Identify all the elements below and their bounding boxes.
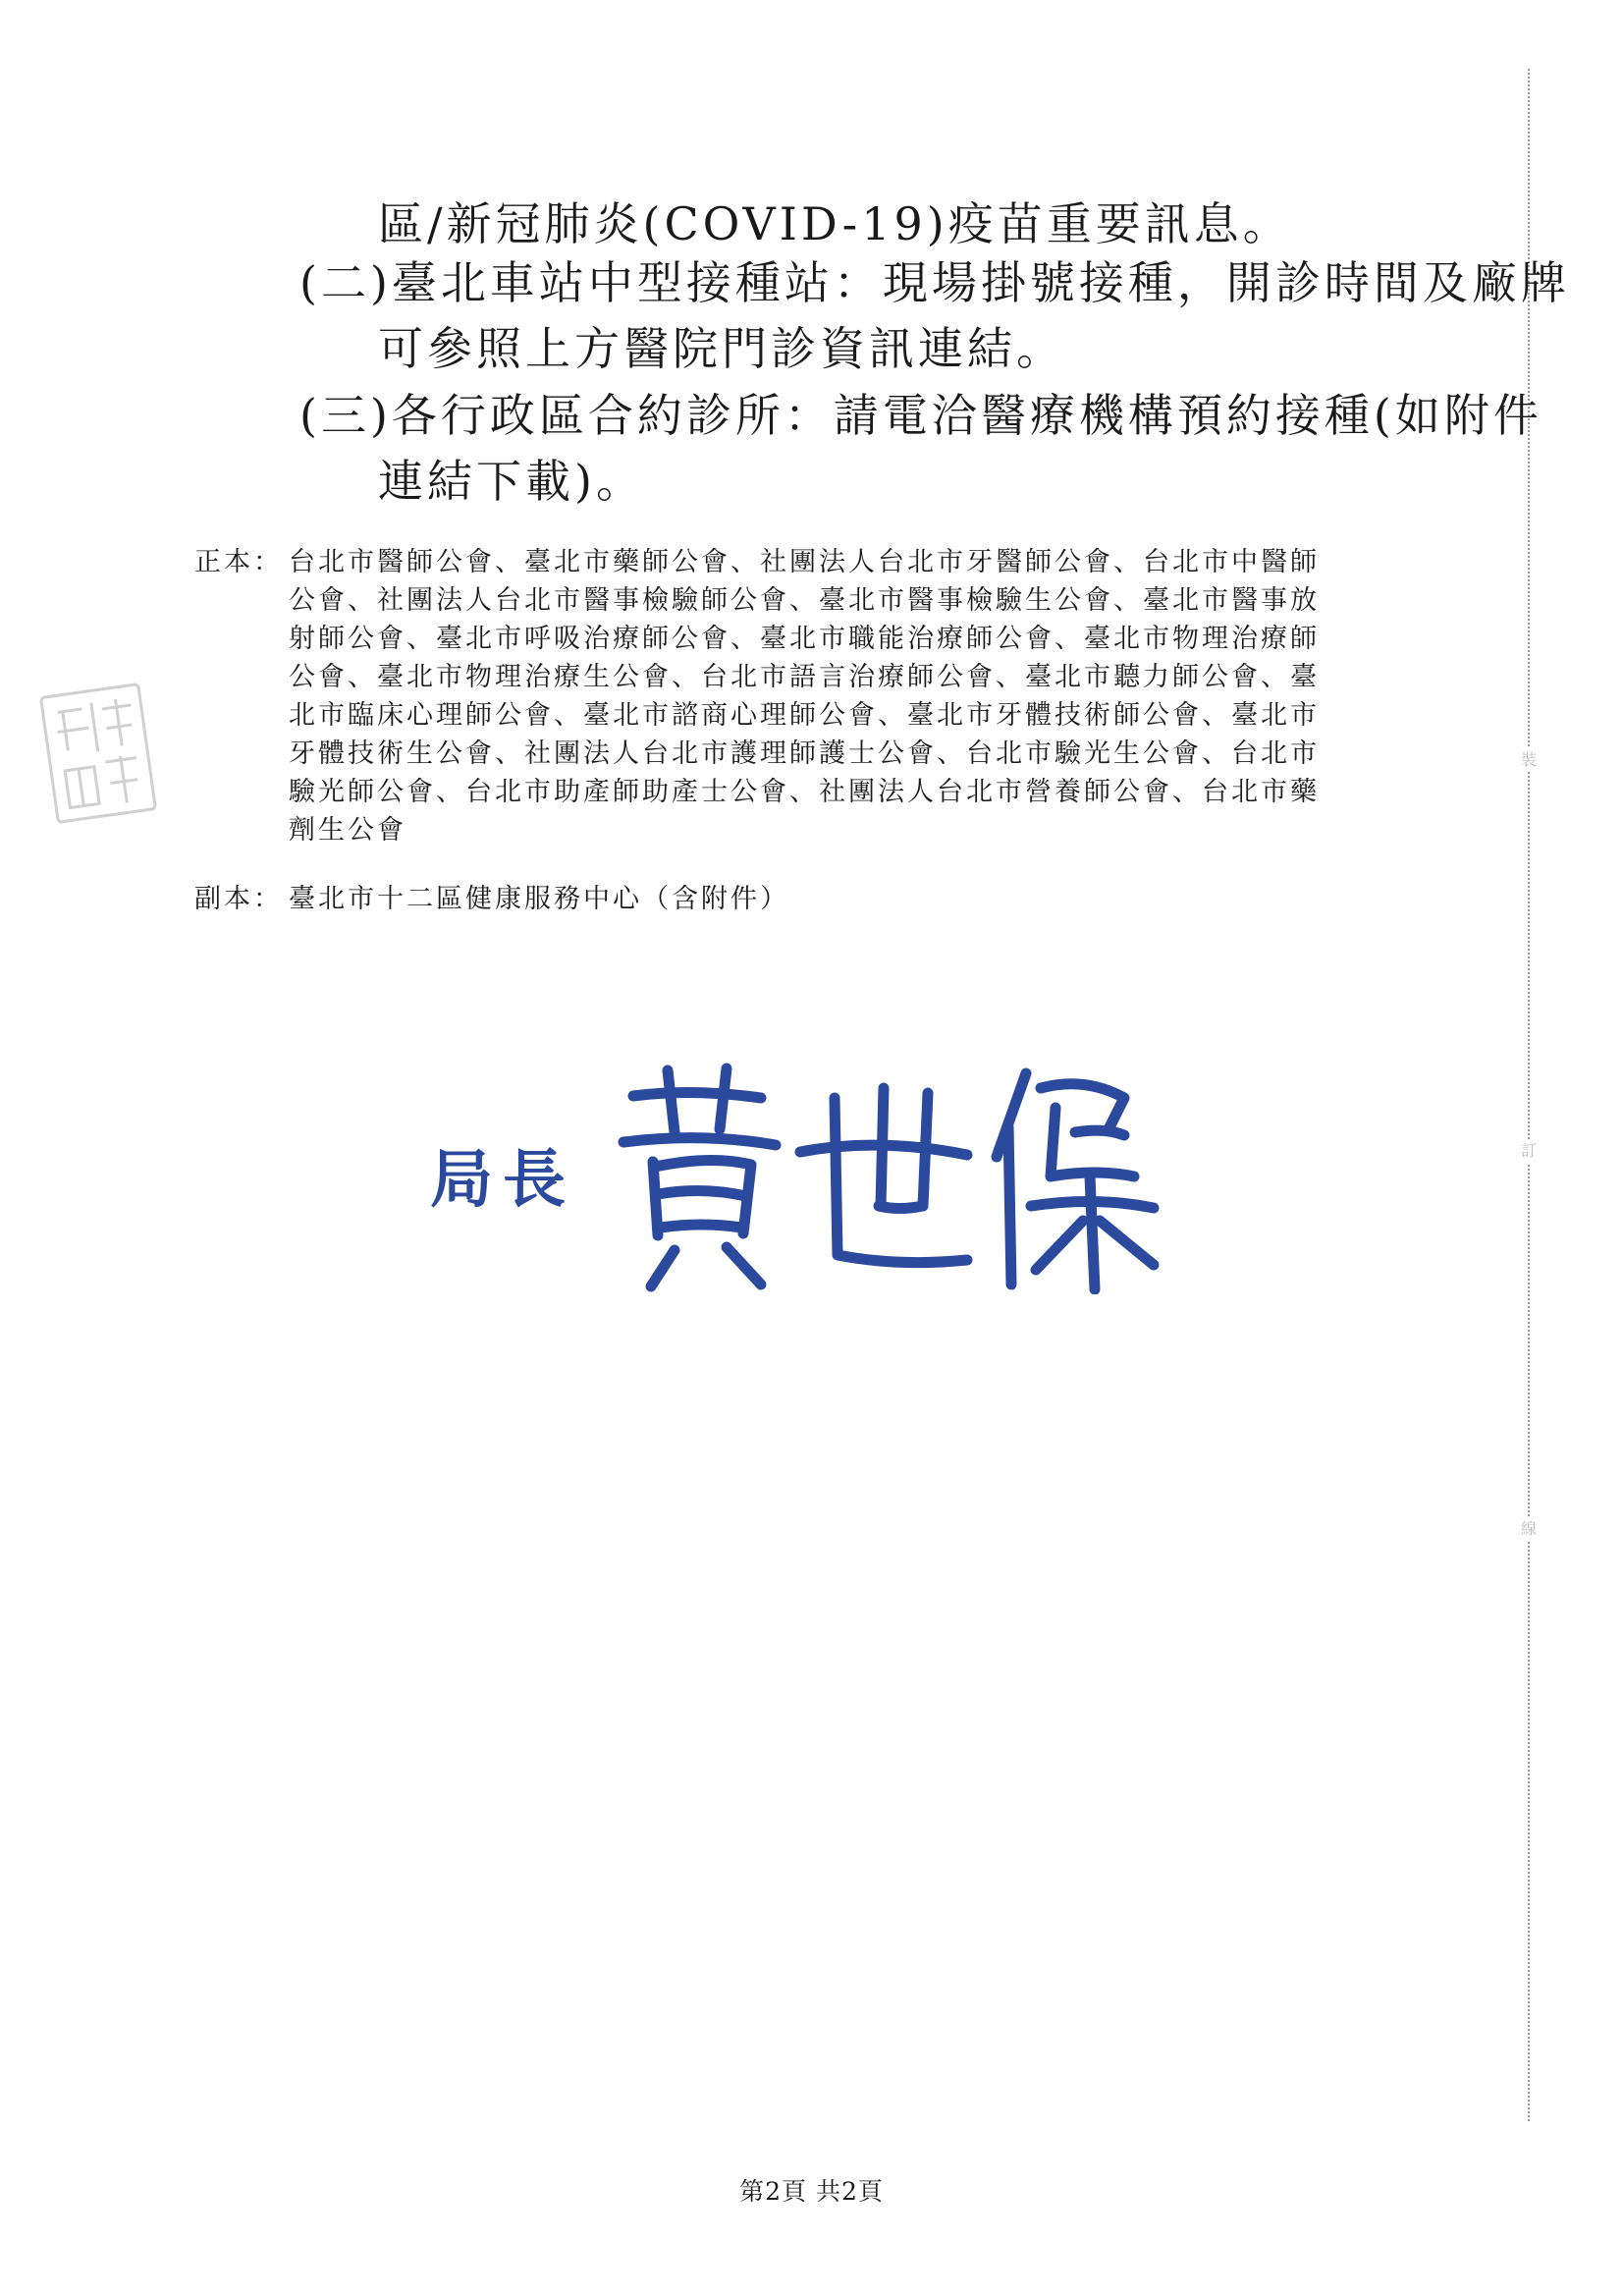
- binding-mark-xian: 線: [1517, 1517, 1541, 1541]
- copy-recipients: [289, 880, 789, 918]
- original-line: 驗光師公會、台北市助產師助產士公會、社團法人台北市營養師公會、台北市藥: [289, 777, 1320, 807]
- original-line: 北市臨床心理師公會、臺北市諮商心理師公會、臺北市牙體技術師公會、臺北市: [289, 700, 1320, 731]
- binding-mark-ding: 訂: [1517, 1139, 1541, 1163]
- original-line: 劑生公會: [289, 815, 406, 846]
- body-line-4: (三)各行政區合約診所：請電洽醫療機構預約接種(如附件: [299, 389, 1542, 442]
- handwritten-signature: [614, 1059, 1163, 1294]
- copy-label: 副本：: [194, 884, 283, 914]
- body-line-5: 連結下載)。: [378, 455, 645, 508]
- original-line: 射師公會、臺北市呼吸治療師公會、臺北市職能治療師公會、臺北市物理治療師: [289, 624, 1320, 654]
- seal-stamp: [39, 683, 157, 825]
- original-recipients: [289, 543, 1320, 849]
- body-line-3: 可參照上方醫院門診資訊連結。: [378, 322, 1065, 375]
- signature-title: 局長: [430, 1143, 575, 1217]
- original-line: 公會、臺北市物理治療生公會、台北市語言治療師公會、臺北市聽力師公會、臺: [289, 662, 1320, 692]
- binding-line: [1528, 69, 1530, 2121]
- page-number: 第2頁 共2頁: [739, 2177, 884, 2206]
- binding-mark-zhuang: 裝: [1517, 748, 1541, 772]
- original-line: 牙體技術生公會、社團法人台北市護理師護士公會、台北市驗光生公會、台北市: [289, 738, 1320, 769]
- original-line: 公會、社團法人台北市醫事檢驗師公會、臺北市醫事檢驗生公會、臺北市醫事放: [289, 585, 1320, 616]
- copy-line: 臺北市十二區健康服務中心（含附件）: [289, 884, 789, 914]
- original-label: 正本：: [194, 547, 283, 577]
- body-line-1: 區/新冠肺炎(COVID-19)疫苗重要訊息。: [378, 197, 1292, 250]
- original-line: 台北市醫師公會、臺北市藥師公會、社團法人台北市牙醫師公會、台北市中醫師: [289, 547, 1320, 577]
- body-line-2: (二)臺北車站中型接種站：現場掛號接種，開診時間及廠牌: [299, 256, 1570, 309]
